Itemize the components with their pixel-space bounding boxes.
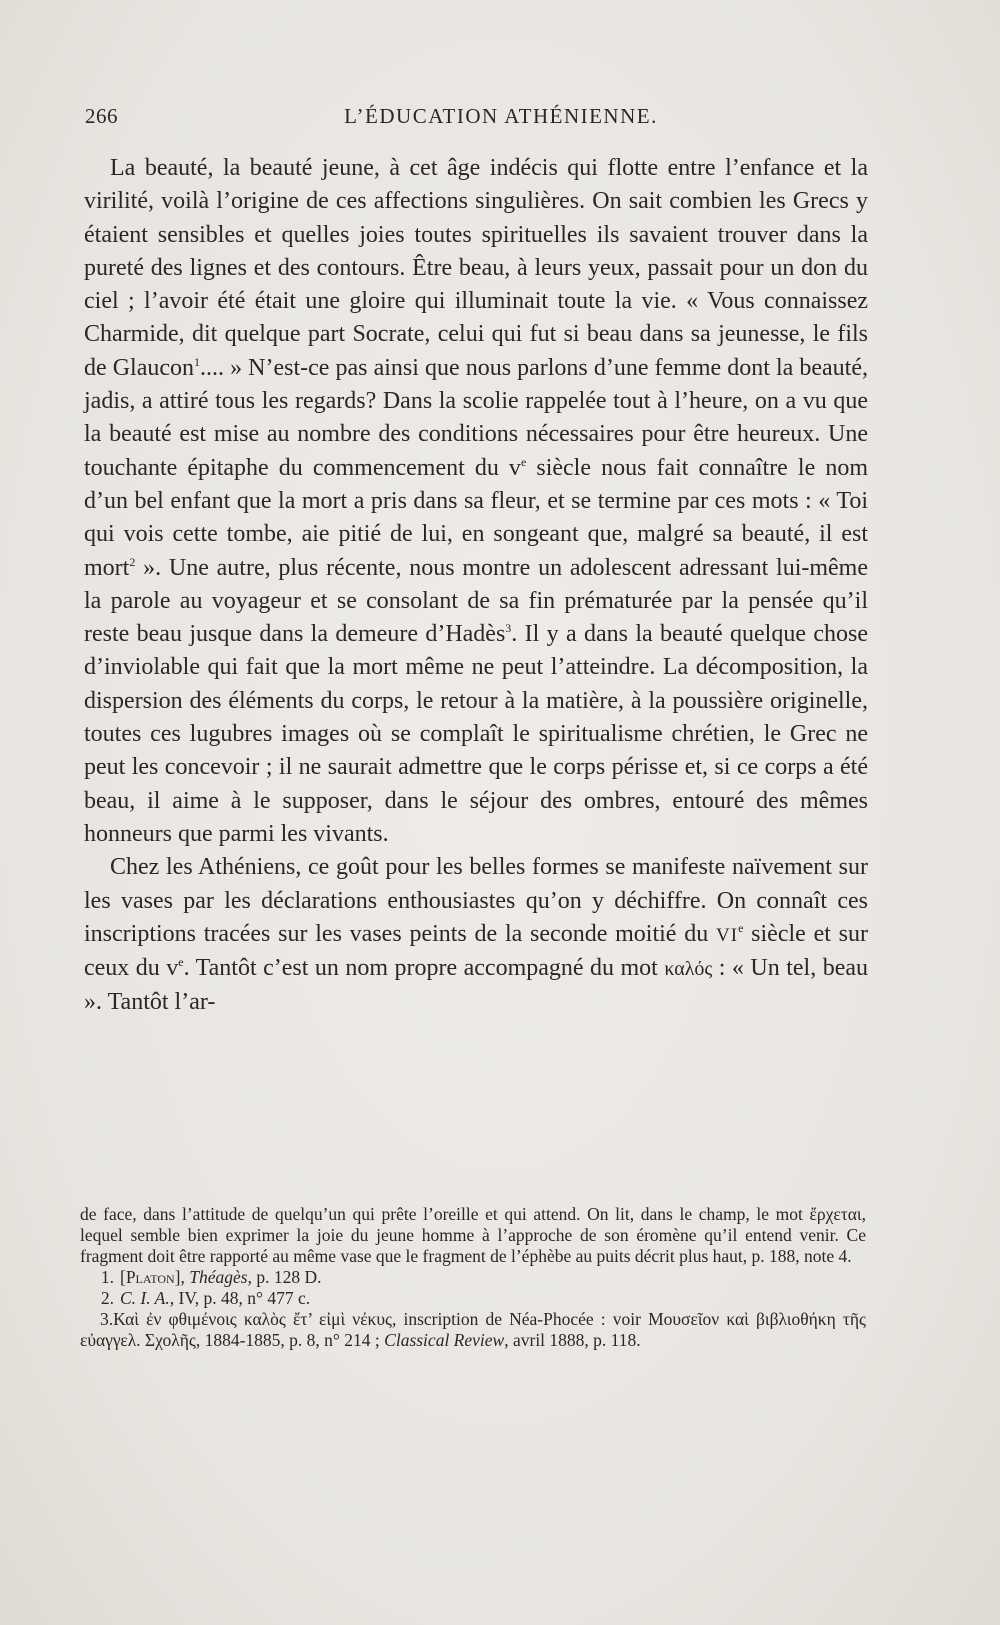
footnote-text: inscription de Néa-Phocée : voir <box>396 1309 649 1329</box>
footnote-journal: Classical Review <box>384 1330 505 1350</box>
footnote-ref-1: 1 <box>194 354 201 369</box>
footnote-corpus: C. I. A. <box>120 1288 170 1308</box>
page-number: 266 <box>85 104 118 128</box>
p2-text-a: Chez les Athéniens, ce goût pour les belles formes se manifeste naïvement sur les vases par les déclarations enthousiastes qu’on y déchiffre. On connaît ces inscriptions tracées sur les vases peints de la seconde moitié du <box>84 854 868 947</box>
footnote-2 <box>80 1288 866 1309</box>
footnote-number: 3. <box>100 1309 114 1329</box>
p1-text-e: . Il y a dans la beauté quelque chose d’inviolable qui fait que la mort même ne peut l’atteindre. La décomposition, la dispersion des éléments du corps, le retour à la matière, à la poussière originelle, toutes ces lugubres images où se complaît le spiritualisme chrétien, le Grec ne peut les concevoir ; il ne saurait admettre que le corps périsse et, si ce corps a été beau, il aime à le supposer, dans le séjour des ombres, entouré des mêmes honneurs que parmi les vivants. <box>84 621 868 847</box>
footnote-text: 1884-1885, p. 8, n° 214 ; <box>200 1330 385 1350</box>
footnote-number: 2. <box>100 1288 114 1308</box>
p1-text-a: La beauté, la beauté jeune, à cet âge indécis qui flotte entre l’enfance et la virilité, voilà l’origine de ces affections singulières. On sait combien les Grecs y étaient sensibles et quelles joies toutes spirituelles ils savaient trouver dans la pureté des lignes et des contours. Être beau, à leurs yeux, passait pour un don du ciel ; l’avoir été était une gloire qui illuminait toute la vie. « Vous connaissez Charmide, dit quelque part Socrate, celui qui fut si beau dans sa jeunesse, le fils de Glaucon <box>84 155 868 381</box>
p2-text-c: . Tantôt c’est un nom propre accompagné du mot <box>183 955 665 982</box>
footnote-greek-title: Μουσεῖον καὶ βιβλιοθήκη τῆς εὐαγγελ. Σχολῆς, <box>80 1309 866 1350</box>
footnote-ref: , IV, p. 48, n° 477 c. <box>169 1288 311 1308</box>
footnote-1: 1. [Platon], Théagès, p. 128 D. <box>80 1267 866 1288</box>
footnote-author: [Platon] <box>120 1267 181 1287</box>
p2-text-d: : « Un tel, beau ». Tantôt l’ar- <box>84 955 868 1016</box>
century-smallcaps: VI <box>716 924 739 946</box>
century-superscript: e <box>738 920 744 935</box>
century-superscript: e <box>520 454 527 469</box>
p1-text-c: siècle nous fait connaître le nom d’un bel enfant que la mort a pris dans sa fleur, et se termine par ces mots : « Toi qui vois cette tombe, aie pitié de lui, en songeant que, malgré sa beauté, il est mort <box>84 454 868 581</box>
greek-word: καλός <box>664 958 713 981</box>
footnote-ref: , p. 128 D. <box>247 1267 322 1287</box>
footnote-text: , avril 1888, p. 118. <box>504 1330 641 1350</box>
paragraph-1 <box>84 152 868 851</box>
footnote-number: 1. <box>100 1267 114 1287</box>
page-header <box>85 104 867 134</box>
footnotes <box>80 1204 866 1351</box>
footnote-3 <box>80 1309 866 1351</box>
p1-text-b: .... » N’est-ce pas ainsi que nous parlons d’une femme dont la beauté, jadis, a attiré tous les regards? Dans la scolie rappelée tout à l’heure, on a vu que la beauté est mise au nombre des conditions nécessaires pour être heureux. Une touchante épitaphe du commencement du v <box>84 354 868 481</box>
footnote-greek: Καὶ ἐν φθιμένοις καλὸς ἔτ’ εἰμὶ νέκυς, <box>113 1309 397 1329</box>
p2-text-b: siècle et sur ceux du v <box>84 920 868 982</box>
running-title: L’ÉDUCATION ATHÉNIENNE. <box>344 104 658 128</box>
century-superscript: e <box>178 955 184 970</box>
footnote-continuation: de face, dans l’attitude de quelqu’un qui prête l’oreille et qui attend. On lit, dans le champ, le mot ἔρχεται, lequel semble bien exprimer la joie du jeune homme à l’approche de son éromène qu’il entend venir. Ce fragment doit être rapporté au même vase que le fragment de l’éphèbe au puits décrit plus haut, p. 188, note 4. <box>80 1204 866 1266</box>
paragraph-2 <box>84 851 868 1019</box>
main-text <box>84 152 868 1020</box>
footnote-title: Théagès <box>189 1267 248 1287</box>
footnote-ref-3: 3 <box>505 621 512 636</box>
p1-text-d: ». Une autre, plus récente, nous montre un adolescent adressant lui-même la parole au voyageur et se consolant de sa fin prématurée par la pensée qu’il reste beau jusque dans la demeure d’Hadès <box>84 554 868 648</box>
footnote-ref-2: 2 <box>129 554 136 569</box>
